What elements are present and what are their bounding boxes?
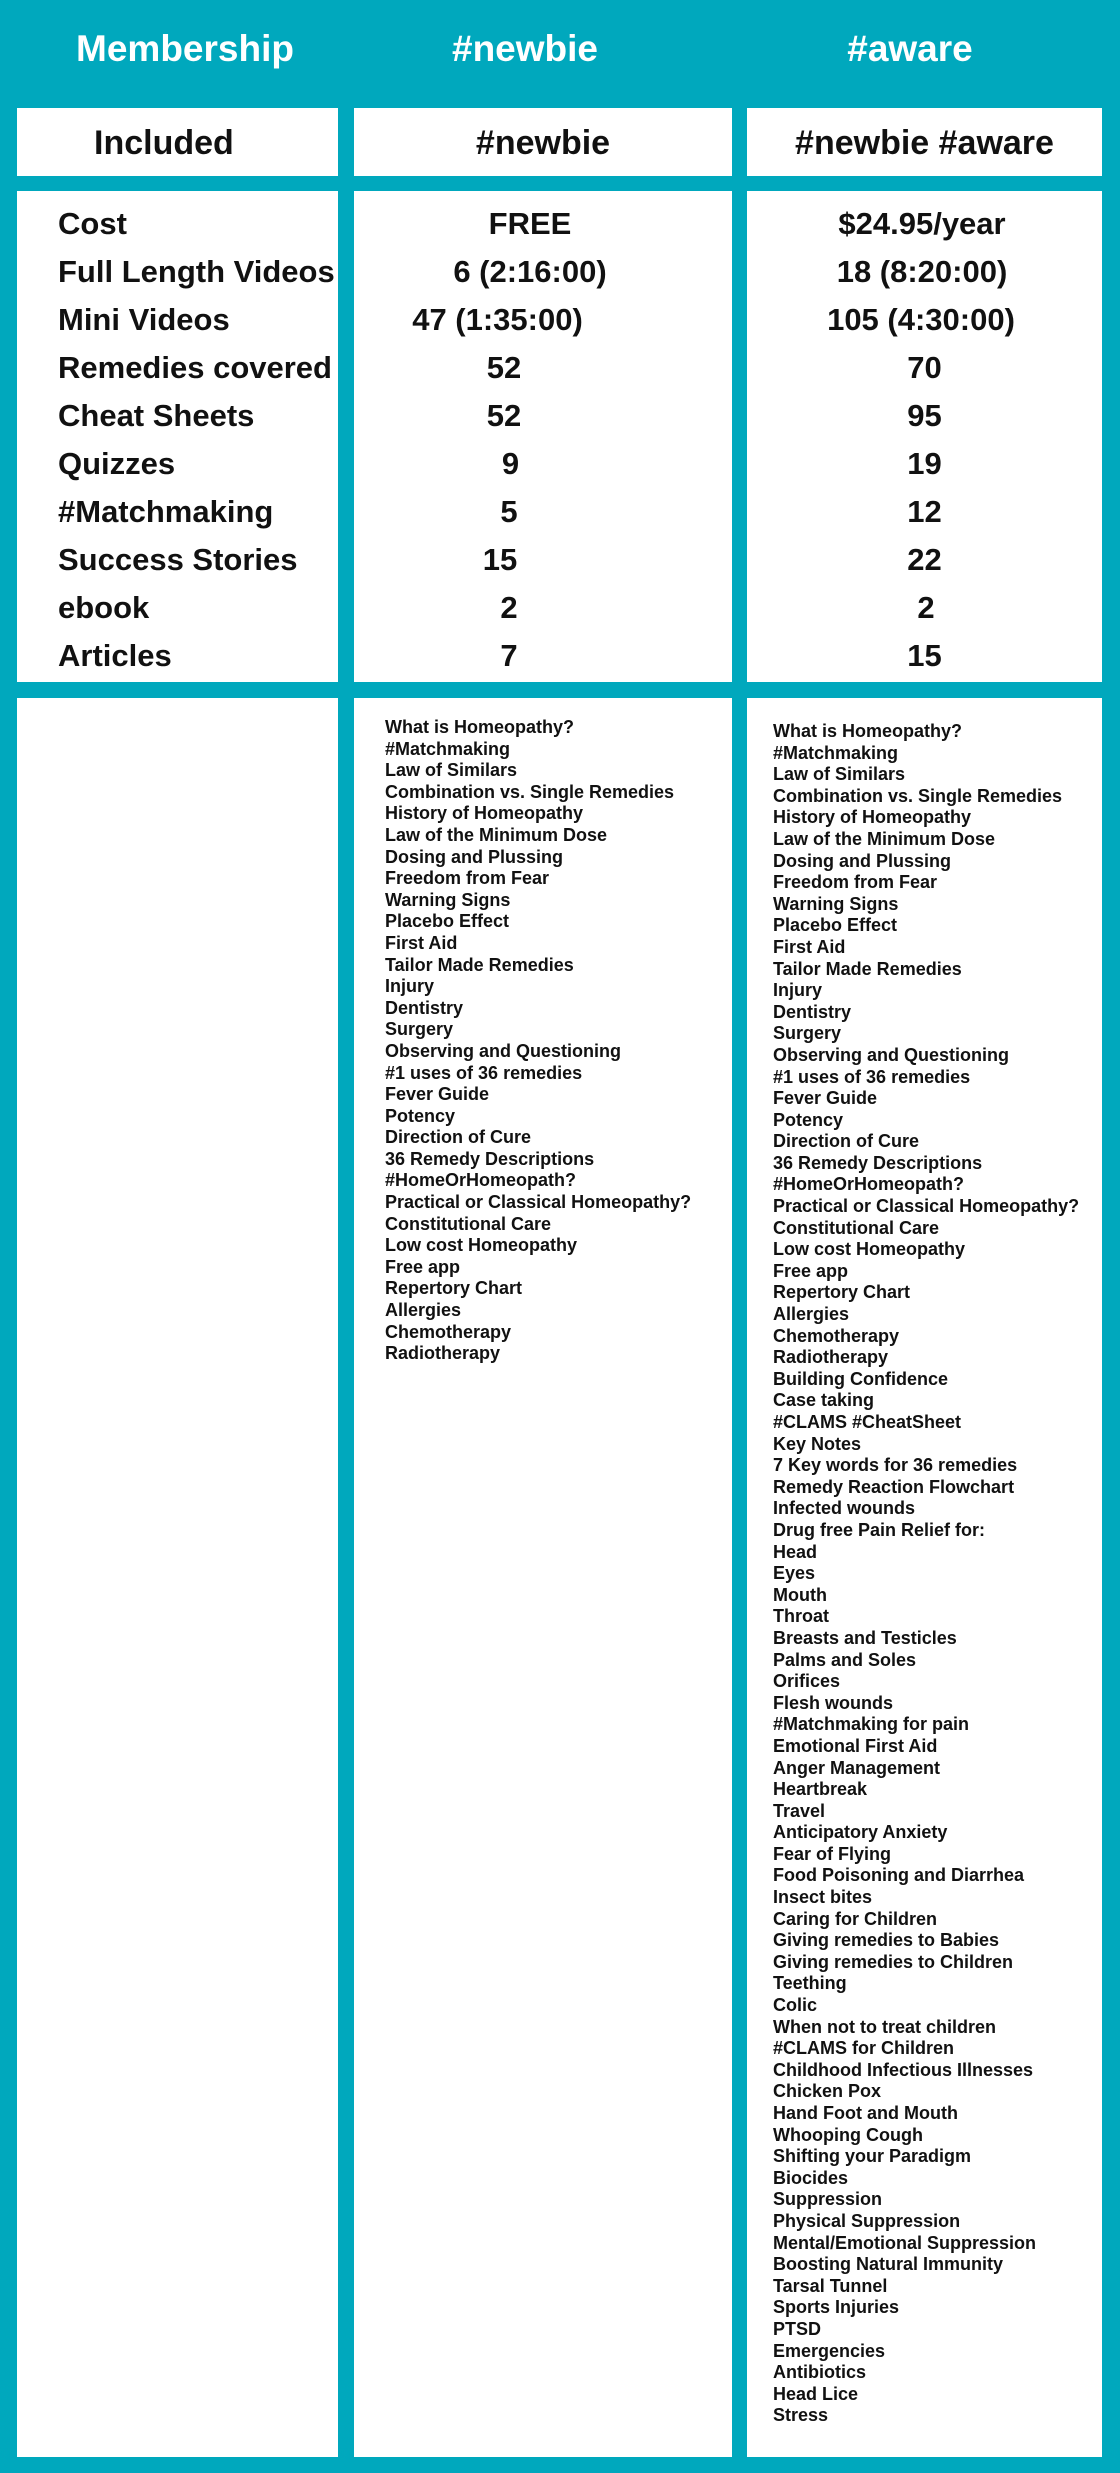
metric-label: Full Length Videos [58, 254, 335, 289]
features-newbie-list [385, 717, 691, 1365]
feature-item: Potency [385, 1105, 456, 1126]
metric-label: #Matchmaking [58, 494, 274, 529]
metric-aware-value: 95 [907, 398, 942, 433]
feature-item: Surgery [385, 1019, 454, 1040]
included-aware: #newbie #aware [795, 124, 1054, 162]
features-newbie-cell [354, 698, 732, 2457]
metric-label: Articles [58, 638, 172, 673]
feature-item: Colic [773, 1995, 818, 2016]
feature-item: Placebo Effect [385, 911, 510, 932]
feature-item: Law of Similars [773, 764, 906, 785]
feature-item: Allergies [385, 1300, 462, 1321]
header-newbie: #newbie [452, 28, 598, 69]
feature-item: Repertory Chart [385, 1278, 523, 1299]
metric-label: Quizzes [58, 446, 176, 481]
feature-item: Stress [773, 2405, 829, 2426]
feature-item: Flesh wounds [773, 1692, 894, 1713]
feature-item: Law of the Minimum Dose [773, 828, 996, 849]
feature-item: Building Confidence [773, 1368, 948, 1389]
feature-item: Infected wounds [773, 1498, 916, 1519]
included-label: Included [94, 124, 234, 162]
feature-item: Placebo Effect [773, 915, 898, 936]
included-label-cell [17, 108, 338, 176]
metric-newbie-value: 52 [486, 398, 522, 433]
feature-item: #Matchmaking [773, 742, 899, 763]
metric-newbie-value: 7 [500, 638, 518, 673]
feature-item: Warning Signs [773, 893, 899, 914]
feature-item: Law of Similars [385, 760, 518, 781]
feature-item: Freedom from Fear [385, 868, 550, 889]
feature-item: Anger Management [773, 1757, 941, 1778]
metric-newbie-value: 5 [500, 494, 518, 529]
feature-item: Low cost Homeopathy [773, 1239, 966, 1260]
feature-item: Childhood Infectious Illnesses [773, 2059, 1034, 2080]
included-aware-cell [747, 108, 1102, 176]
feature-item: Surgery [773, 1023, 842, 1044]
feature-item: Emergencies [773, 2340, 886, 2361]
feature-item: Chemotherapy [773, 1325, 900, 1346]
feature-item: #HomeOrHomeopath? [385, 1170, 577, 1191]
metric-newbie-value: 2 [500, 590, 518, 625]
feature-item: What is Homeopathy? [773, 721, 963, 741]
feature-item: Suppression [773, 2189, 883, 2210]
feature-item: Potency [773, 1109, 844, 1130]
feature-item: Shifting your Paradigm [773, 2146, 972, 2167]
feature-item: Repertory Chart [773, 1282, 911, 1303]
feature-item: Allergies [773, 1304, 850, 1325]
metric-label: ebook [58, 590, 150, 625]
feature-item: #HomeOrHomeopath? [773, 1174, 965, 1195]
feature-item: Remedy Reaction Flowchart [773, 1476, 1015, 1497]
metric-label: Mini Videos [58, 302, 230, 337]
feature-item: Chicken Pox [773, 2081, 882, 2102]
feature-item: Caring for Children [773, 1908, 938, 1929]
metric-newbie-value: 15 [482, 542, 518, 577]
feature-item: #1 uses of 36 remedies [773, 1066, 971, 1087]
feature-item: Case taking [773, 1390, 875, 1411]
feature-item: Combination vs. Single Remedies [385, 781, 675, 802]
feature-item: #CLAMS for Children [773, 2038, 955, 2059]
feature-item: Law of the Minimum Dose [385, 824, 608, 845]
feature-item: #Matchmaking [385, 738, 511, 759]
feature-item: Radiotherapy [385, 1343, 501, 1364]
feature-item: Physical Suppression [773, 2210, 961, 2231]
feature-item: Injury [385, 976, 435, 997]
feature-item: Observing and Questioning [385, 1040, 622, 1061]
metric-newbie-value: 52 [486, 350, 522, 385]
metric-aware-value: 18 (8:20:00) [836, 254, 1008, 289]
included-newbie-cell [354, 108, 732, 176]
features-aware-cell [747, 698, 1102, 2457]
feature-item: Heartbreak [773, 1779, 868, 1800]
feature-item: #1 uses of 36 remedies [385, 1062, 583, 1083]
feature-item: Tailor Made Remedies [773, 958, 962, 979]
feature-item: History of Homeopathy [773, 807, 972, 828]
feature-item: Throat [773, 1606, 829, 1627]
header-aware: #aware [847, 28, 973, 69]
feature-item: When not to treat children [773, 2016, 996, 2037]
metric-aware-value: 2 [917, 590, 935, 625]
feature-item: Biocides [773, 2167, 849, 2188]
feature-item: Observing and Questioning [773, 1044, 1010, 1065]
feature-item: Dosing and Plussing [385, 846, 564, 867]
feature-item: Insect bites [773, 1887, 873, 1908]
metric-aware-value: 19 [907, 446, 942, 481]
feature-item: 36 Remedy Descriptions [773, 1152, 983, 1173]
feature-item: Drug free Pain Relief for: [773, 1519, 986, 1540]
metric-newbie-value: 47 (1:35:00) [412, 302, 583, 337]
feature-item: Head Lice [773, 2383, 859, 2404]
metric-newbie-value: FREE [488, 206, 572, 241]
feature-item: 36 Remedy Descriptions [385, 1148, 595, 1169]
features-aware-list [773, 721, 1079, 2427]
feature-item: Direction of Cure [385, 1127, 532, 1148]
feature-item: Hand Foot and Mouth [773, 2103, 958, 2123]
feature-item: Fever Guide [385, 1084, 490, 1105]
metric-aware-value: $24.95/year [838, 206, 1006, 241]
header-membership: Membership [76, 28, 294, 69]
metric-aware-value: 22 [907, 542, 942, 577]
feature-item: What is Homeopathy? [385, 717, 575, 737]
metric-label: Success Stories [58, 542, 298, 577]
feature-item: Dentistry [773, 1001, 852, 1022]
metric-label: Cheat Sheets [58, 398, 255, 433]
metric-aware-value: 15 [907, 638, 942, 673]
feature-item: Food Poisoning and Diarrhea [773, 1865, 1025, 1886]
feature-item: Antibiotics [773, 2362, 866, 2383]
feature-item: #CLAMS #CheatSheet [773, 1412, 962, 1432]
feature-item: Dentistry [385, 997, 464, 1018]
feature-item: Giving remedies to Babies [773, 1930, 1000, 1951]
feature-item: First Aid [773, 936, 846, 957]
feature-item: Fever Guide [773, 1088, 878, 1109]
feature-item: Sports Injuries [773, 2297, 900, 2318]
feature-item: Injury [773, 980, 823, 1001]
features-label-cell [17, 698, 338, 2457]
metric-label: Remedies covered [58, 350, 332, 385]
included-newbie: #newbie [475, 124, 611, 162]
feature-item: Travel [773, 1800, 826, 1821]
feature-item: History of Homeopathy [385, 803, 584, 824]
feature-item: Giving remedies to Children [773, 1951, 1014, 1972]
feature-item: Low cost Homeopathy [385, 1235, 578, 1256]
feature-item: Tarsal Tunnel [773, 2275, 888, 2296]
feature-item: Orifices [773, 1671, 841, 1692]
feature-item: Eyes [773, 1563, 816, 1584]
feature-item: First Aid [385, 932, 458, 953]
feature-item: 7 Key words for 36 remedies [773, 1455, 1018, 1476]
metric-aware-value: 105 (4:30:00) [827, 302, 1015, 337]
feature-item: Teething [773, 1973, 847, 1994]
feature-item: Free app [385, 1256, 461, 1277]
feature-item: Direction of Cure [773, 1131, 920, 1152]
metric-aware-value: 70 [907, 350, 942, 385]
feature-item: #Matchmaking for pain [773, 1714, 970, 1735]
metric-newbie-value: 6 (2:16:00) [453, 254, 607, 289]
metric-aware-value: 12 [907, 494, 942, 529]
feature-item: Fear of Flying [773, 1843, 892, 1864]
feature-item: Palms and Soles [773, 1649, 917, 1670]
feature-item: Key Notes [773, 1433, 862, 1454]
feature-item: Free app [773, 1260, 849, 1281]
feature-item: Practical or Classical Homeopathy? [773, 1196, 1080, 1217]
feature-item: Radiotherapy [773, 1347, 889, 1368]
header-row [0, 0, 1120, 106]
feature-item: Head [773, 1541, 818, 1562]
feature-item: Whooping Cough [773, 2124, 923, 2145]
feature-item: PTSD [773, 2318, 822, 2339]
feature-item: Mental/Emotional Suppression [773, 2232, 1037, 2253]
feature-item: Warning Signs [385, 889, 511, 910]
feature-item: Breasts and Testicles [773, 1627, 957, 1648]
feature-item: Tailor Made Remedies [385, 954, 574, 975]
feature-item: Emotional First Aid [773, 1735, 938, 1756]
metric-label: Cost [58, 206, 127, 241]
feature-item: Combination vs. Single Remedies [773, 785, 1063, 806]
feature-item: Constitutional Care [385, 1213, 552, 1234]
metric-newbie-value: 9 [501, 446, 520, 481]
feature-item: Mouth [773, 1584, 827, 1605]
feature-item: Freedom from Fear [773, 872, 938, 893]
feature-item: Boosting Natural Immunity [773, 2254, 1004, 2275]
feature-item: Practical or Classical Homeopathy? [385, 1192, 692, 1213]
feature-item: Anticipatory Anxiety [773, 1822, 948, 1843]
feature-item: Constitutional Care [773, 1217, 940, 1238]
feature-item: Chemotherapy [385, 1321, 512, 1342]
feature-item: Dosing and Plussing [773, 850, 952, 871]
